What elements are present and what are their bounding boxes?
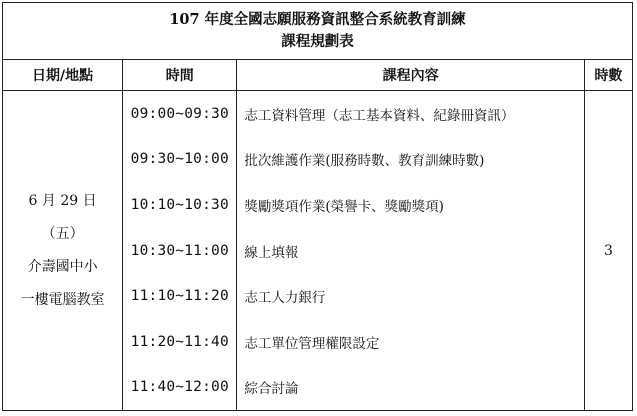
course-item: 批次維護作業(服務時數、教育訓練時數)	[244, 153, 485, 170]
header-hours: 時數	[584, 60, 632, 91]
time-slot: 09:00~09:30	[130, 105, 229, 122]
course-item: 志工單位管理權限設定	[244, 335, 380, 352]
header-time: 時間	[123, 60, 237, 91]
time-slot: 09:30~10:00	[130, 151, 229, 168]
time-slot: 11:20~11:40	[130, 333, 229, 350]
room-text: 一樓電腦教室	[20, 291, 105, 308]
course-item: 綜合討論	[244, 381, 299, 398]
date-location-cell	[3, 91, 123, 411]
time-slot: 10:30~11:00	[130, 242, 229, 259]
header-course: 課程內容	[237, 60, 585, 91]
school-text: 介壽國中小	[27, 258, 98, 275]
course-item: 志工人力銀行	[244, 290, 326, 307]
time-slot: 11:40~12:00	[130, 379, 229, 396]
schedule-body-row	[3, 91, 633, 411]
header-row	[3, 60, 633, 91]
course-item: 獎勵獎項作業(榮譽卡、獎勵獎項)	[244, 198, 444, 215]
date-text: 6 月 29 日	[28, 192, 97, 209]
course-content-cell	[237, 91, 585, 411]
title-line-2: 課程規劃表	[281, 33, 354, 50]
time-slots-cell	[123, 91, 237, 411]
title-line-1: 107 年度全國志願服務資訊整合系統教育訓練	[169, 11, 466, 28]
hours-cell: 3	[584, 91, 632, 411]
weekday-text: （五）	[41, 225, 84, 242]
header-date-location: 日期/地點	[3, 60, 123, 91]
course-item: 線上填報	[244, 244, 299, 261]
course-item: 志工資料管理（志工基本資料、紀錄冊資訊）	[244, 107, 515, 124]
time-slot: 11:10~11:20	[130, 288, 229, 305]
table-title	[3, 3, 633, 60]
time-slot: 10:10~10:30	[130, 196, 229, 213]
course-schedule-table	[2, 2, 633, 411]
schedule-document	[2, 2, 633, 412]
